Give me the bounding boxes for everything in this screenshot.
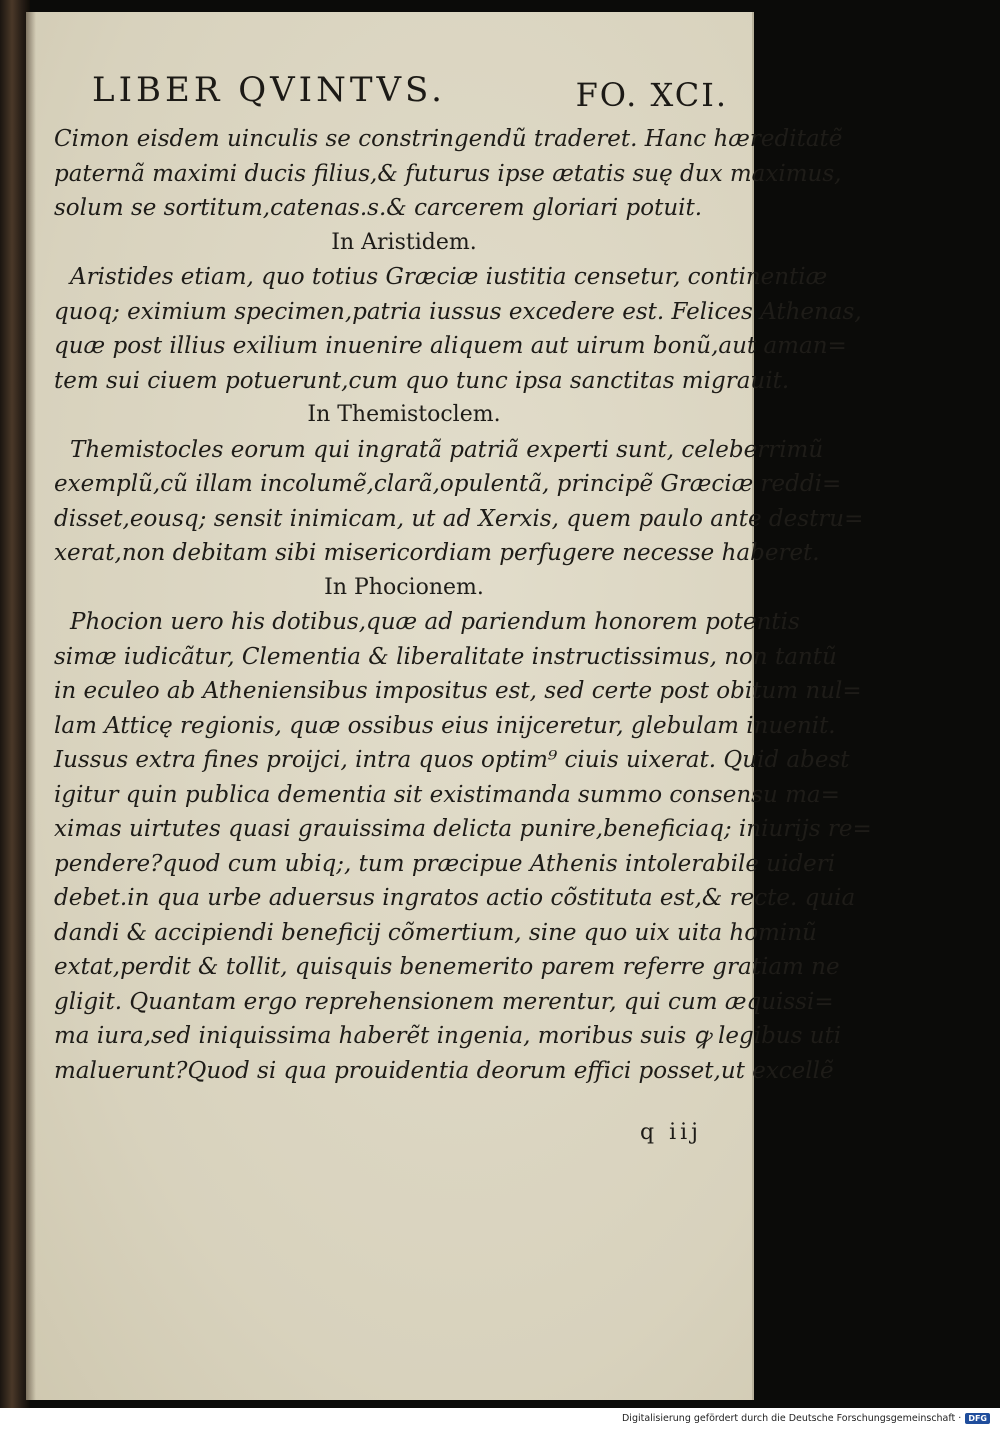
section-heading: In Themistoclem. — [307, 402, 501, 427]
text-line: tem sui ciuem potuerunt,cum quo tunc ipsa sanctitas migrauit. — [54, 367, 790, 394]
body-text — [54, 122, 872, 1088]
dfg-logo: DFG — [965, 1413, 990, 1424]
text-line: extat,perdit & tollit, quisquis benemerito parem referre gratiam ne — [54, 954, 840, 980]
text-line: Cimon eisdem uinculis se constringendũ traderet. Hanc hæreditatẽ — [54, 126, 843, 152]
text-line: exemplũ,cũ illam incolumẽ,clarã,opulentã, principẽ Græciæ reddi= — [54, 471, 842, 497]
text-line: ximas uirtutes quasi grauissima delicta punire,beneficiaq; iniurijs re= — [54, 816, 872, 842]
text-line: in eculeo ab Atheniensibus impositus est, sed certe post obitum nul= — [54, 678, 862, 704]
running-head-folio: FO. XCI. — [575, 76, 728, 114]
text-line: lam Atticę regionis, quæ ossibus eius inijceretur, glebulam inuenit. — [54, 712, 836, 739]
text-line: xerat,non debitam sibi misericordiam perfugere necesse haberet. — [54, 540, 820, 566]
text-line: quoq; eximium specimen,patria iussus excedere est. Felices Athenas, — [54, 298, 862, 325]
text-line: pendere?quod cum ubiq;, tum præcipue Athenis intolerabile uideri — [54, 850, 836, 877]
text-line: simæ iudicãtur, Clementia & liberalitate instructissimus, non tantũ — [54, 643, 837, 670]
text-line: Themistocles eorum qui ingratã patriã experti sunt, celeberrimũ — [70, 436, 824, 463]
page-gutter-shadow — [26, 12, 36, 1400]
text-line: igitur quin publica dementia sit existimanda summo consensu ma= — [54, 781, 840, 808]
text-line: maluerunt?Quod si qua prouidentia deorum effici posset,ut excellẽ — [54, 1057, 834, 1084]
text-line: dandi & accipiendi beneficij cõmertium, sine quo uix uita hominũ — [54, 919, 817, 946]
signature-mark: q iij — [640, 1120, 702, 1145]
text-line: disset,eousq; sensit inimicam, ut ad Xerxis, quem paulo ante destru= — [54, 505, 864, 532]
running-head-book-title: LIBER QVINTVS. — [92, 70, 446, 110]
text-line: paternã maximi ducis filius,& futurus ipse ætatis suę dux maximus, — [54, 160, 842, 187]
text-line: Aristides etiam, quo totius Græciæ iustitia censetur, continentiæ — [70, 264, 828, 290]
section-heading: In Aristidem. — [331, 229, 477, 255]
text-line: Phocion uero his dotibus,quæ ad pariendum honorem potentis — [70, 609, 800, 635]
section-heading: In Phocionem. — [324, 574, 484, 600]
text-line: solum se sortitum,catenas.s.& carcerem gloriari potuit. — [54, 195, 703, 221]
running-head — [92, 70, 732, 120]
text-line: ma iura,sed iniquissima haberẽt ingenia, moribus suis ꝙ legibus uti — [54, 1023, 842, 1049]
footer-credit — [622, 1410, 990, 1426]
text-line: debet.in qua urbe aduersus ingratos actio cõstituta est,& recte. quia — [54, 885, 856, 911]
text-line: Iussus extra fines proijci, intra quos optim⁹ ciuis uixerat. Quid abest — [54, 747, 850, 773]
footer-credit-text: Digitalisierung gefördert durch die Deutsche Forschungsgemeinschaft · — [621, 1412, 962, 1424]
text-line: quæ post illius exilium inuenire aliquem aut uirum bonũ,aut aman= — [54, 333, 847, 359]
text-line: gligit. Quantam ergo reprehensionem merentur, qui cum æquissi= — [54, 988, 834, 1015]
